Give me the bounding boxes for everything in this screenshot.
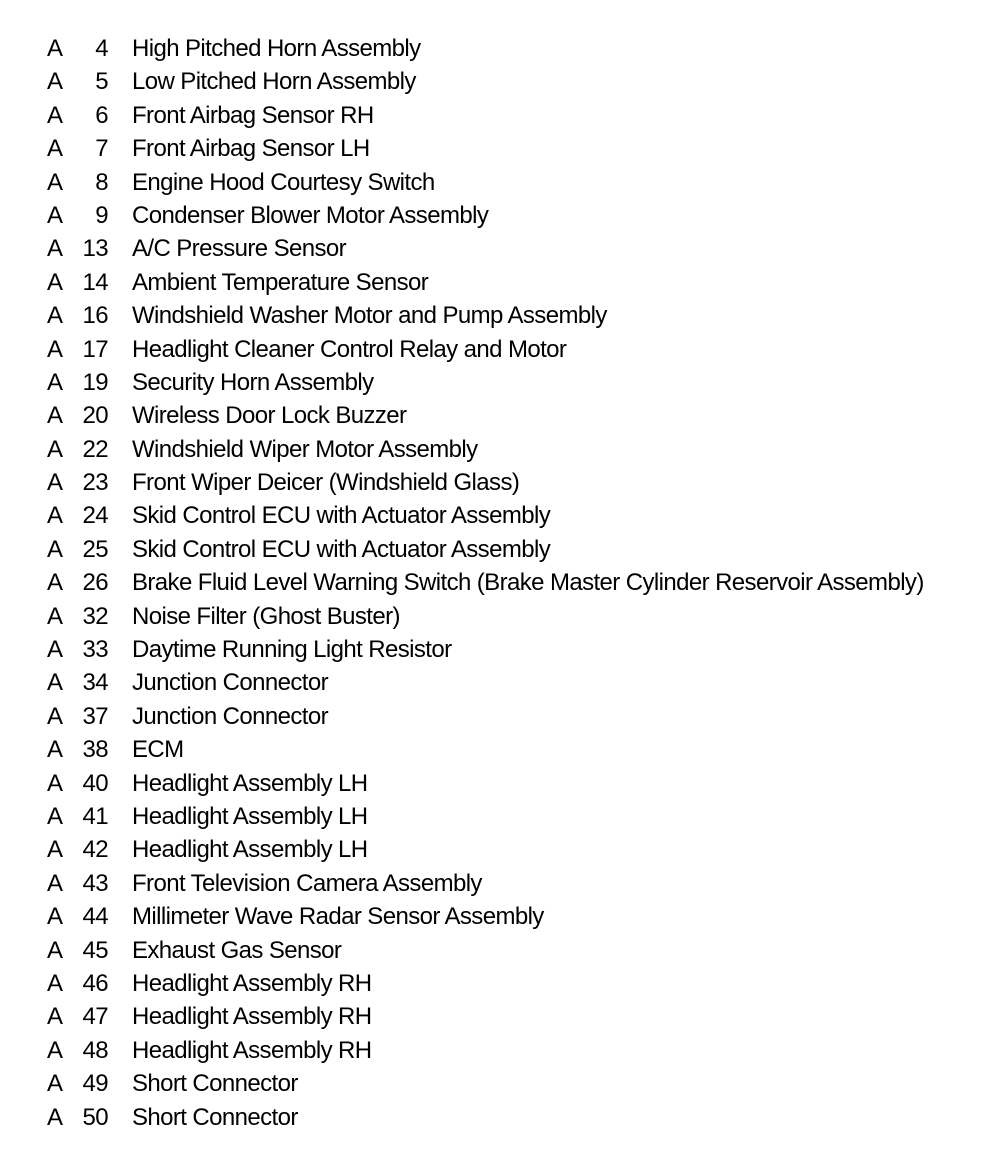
list-item [0, 967, 992, 1000]
list-item [0, 65, 992, 98]
component-description: Headlight Cleaner Control Relay and Motor [132, 335, 567, 363]
component-number: 24 [82, 502, 108, 530]
component-code: A [47, 535, 63, 563]
list-item [0, 366, 992, 399]
component-description: A/C Pressure Sensor [132, 235, 347, 263]
list-item [0, 399, 992, 432]
component-code: A [47, 201, 63, 229]
component-code: A [47, 302, 63, 330]
list-item [0, 633, 992, 666]
component-code: A [47, 769, 63, 797]
component-number: 14 [82, 268, 108, 296]
component-number: 37 [82, 702, 108, 730]
list-item [0, 199, 992, 232]
component-description: ECM [132, 736, 184, 764]
component-code: A [47, 335, 63, 363]
component-description: Noise Filter (Ghost Buster) [132, 602, 400, 630]
list-item [0, 1067, 992, 1100]
component-number: 25 [82, 535, 108, 563]
component-code: A [47, 502, 63, 530]
component-description: Skid Control ECU with Actuator Assembly [132, 502, 551, 530]
list-item [0, 299, 992, 332]
list-item [0, 166, 992, 199]
component-code: A [47, 602, 63, 630]
component-description: Wireless Door Lock Buzzer [132, 402, 407, 430]
component-description: Headlight Assembly LH [132, 802, 368, 830]
component-code: A [47, 869, 63, 897]
list-item [0, 433, 992, 466]
component-description: Headlight Assembly RH [132, 1036, 372, 1064]
component-number: 42 [82, 836, 108, 864]
component-description: Windshield Washer Motor and Pump Assembly [132, 302, 607, 330]
component-number: 40 [82, 769, 108, 797]
component-code: A [47, 969, 63, 997]
component-number: 49 [82, 1070, 108, 1098]
component-number: 23 [82, 469, 108, 497]
list-item [0, 600, 992, 633]
component-code: A [47, 469, 63, 497]
component-code: A [47, 836, 63, 864]
component-description: Junction Connector [132, 702, 328, 730]
component-description: Low Pitched Horn Assembly [132, 68, 416, 96]
component-code: A [47, 1036, 63, 1064]
component-code: A [47, 402, 63, 430]
list-item [0, 566, 992, 599]
component-description: Brake Fluid Level Warning Switch (Brake Master Cylinder Reservoir Assembly) [132, 569, 924, 597]
component-description: Headlight Assembly RH [132, 1003, 372, 1031]
component-number: 47 [82, 1003, 108, 1031]
component-code: A [47, 636, 63, 664]
list-item [0, 666, 992, 699]
component-number: 44 [82, 903, 108, 931]
component-code: A [47, 669, 63, 697]
component-list [0, 32, 992, 1134]
component-number: 7 [95, 135, 108, 163]
list-item [0, 333, 992, 366]
component-code: A [47, 736, 63, 764]
component-description: Windshield Wiper Motor Assembly [132, 435, 478, 463]
component-number: 20 [82, 402, 108, 430]
component-description: Front Airbag Sensor RH [132, 101, 374, 129]
component-description: Security Horn Assembly [132, 368, 374, 396]
component-code: A [47, 802, 63, 830]
list-item [0, 767, 992, 800]
component-code: A [47, 101, 63, 129]
component-code: A [47, 168, 63, 196]
component-number: 50 [82, 1103, 108, 1131]
component-number: 17 [82, 335, 108, 363]
list-item [0, 466, 992, 499]
component-number: 45 [82, 936, 108, 964]
component-code: A [47, 68, 63, 96]
component-number: 22 [82, 435, 108, 463]
component-number: 38 [82, 736, 108, 764]
list-item [0, 499, 992, 532]
component-number: 34 [82, 669, 108, 697]
component-code: A [47, 435, 63, 463]
component-code: A [47, 569, 63, 597]
component-description: Front Airbag Sensor LH [132, 135, 370, 163]
list-item [0, 99, 992, 132]
list-item [0, 32, 992, 65]
component-number: 19 [82, 368, 108, 396]
component-code: A [47, 1070, 63, 1098]
component-number: 26 [82, 569, 108, 597]
list-item [0, 533, 992, 566]
component-number: 16 [82, 302, 108, 330]
component-description: Daytime Running Light Resistor [132, 636, 452, 664]
component-code: A [47, 268, 63, 296]
component-number: 9 [95, 201, 108, 229]
component-number: 48 [82, 1036, 108, 1064]
component-description: Ambient Temperature Sensor [132, 268, 429, 296]
component-number: 41 [82, 802, 108, 830]
component-code: A [47, 1003, 63, 1031]
component-description: Short Connector [132, 1070, 298, 1098]
component-number: 4 [95, 35, 108, 62]
component-number: 32 [82, 602, 108, 630]
list-item [0, 132, 992, 165]
list-item [0, 266, 992, 299]
component-number: 8 [95, 168, 108, 196]
component-description: Headlight Assembly LH [132, 836, 368, 864]
component-number: 5 [95, 68, 108, 96]
component-description: Front Wiper Deicer (Windshield Glass) [132, 469, 520, 497]
component-description: Millimeter Wave Radar Sensor Assembly [132, 903, 544, 931]
component-number: 43 [82, 869, 108, 897]
component-description: Exhaust Gas Sensor [132, 936, 342, 964]
component-number: 13 [82, 235, 108, 263]
list-item [0, 232, 992, 265]
list-item [0, 833, 992, 866]
component-description: Short Connector [132, 1103, 298, 1131]
list-item [0, 700, 992, 733]
component-number: 6 [95, 101, 108, 129]
list-item [0, 1034, 992, 1067]
list-item [0, 800, 992, 833]
list-item [0, 934, 992, 967]
component-code: A [47, 702, 63, 730]
component-code: A [47, 135, 63, 163]
component-description: Skid Control ECU with Actuator Assembly [132, 535, 551, 563]
component-description: Junction Connector [132, 669, 328, 697]
component-number: 46 [82, 969, 108, 997]
component-code: A [47, 35, 63, 62]
component-code: A [47, 368, 63, 396]
component-description: High Pitched Horn Assembly [132, 35, 421, 62]
component-description: Headlight Assembly LH [132, 769, 368, 797]
list-item [0, 900, 992, 933]
component-code: A [47, 936, 63, 964]
component-description: Headlight Assembly RH [132, 969, 372, 997]
list-item [0, 733, 992, 766]
list-item [0, 867, 992, 900]
list-item [0, 1000, 992, 1033]
component-code: A [47, 903, 63, 931]
component-description: Condenser Blower Motor Assembly [132, 201, 489, 229]
component-description: Engine Hood Courtesy Switch [132, 168, 435, 196]
component-code: A [47, 235, 63, 263]
list-item [0, 1101, 992, 1134]
component-code: A [47, 1103, 63, 1131]
component-number: 33 [82, 636, 108, 664]
component-description: Front Television Camera Assembly [132, 869, 482, 897]
